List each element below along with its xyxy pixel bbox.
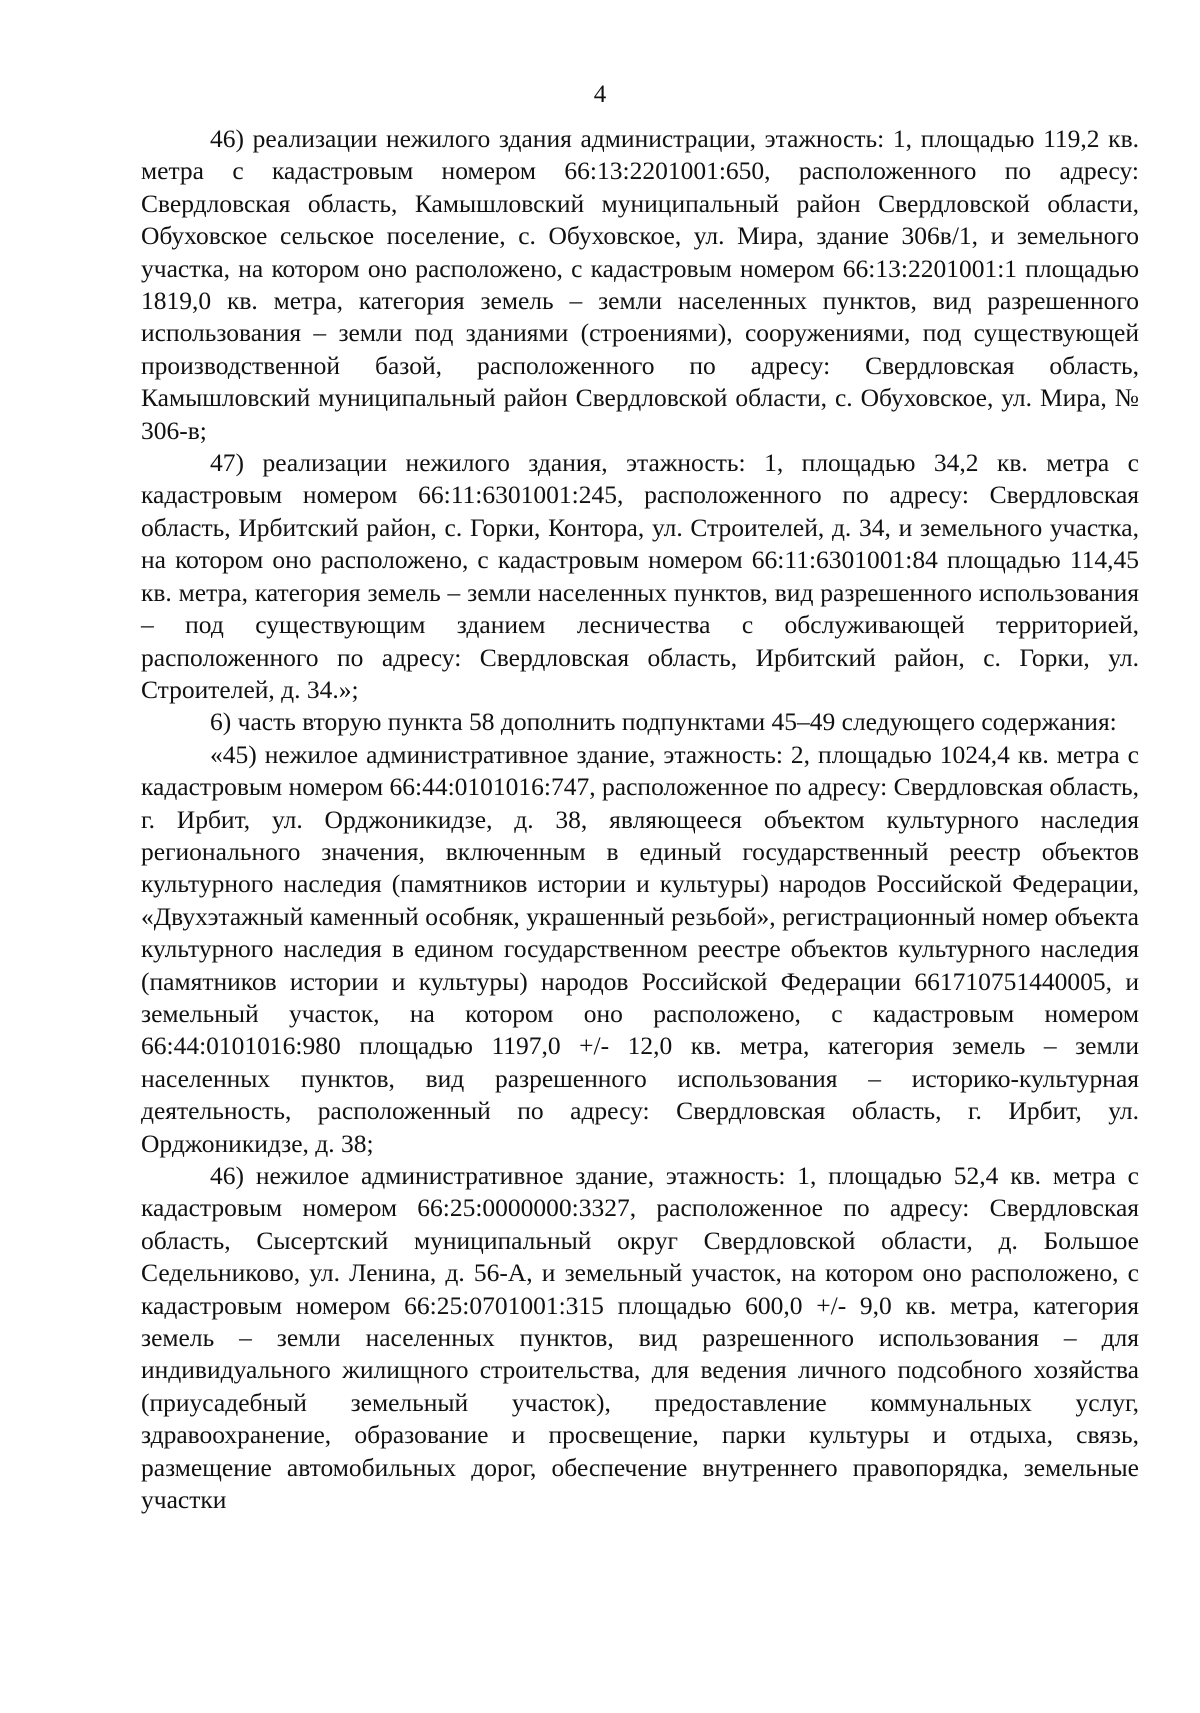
- document-body: [141, 123, 1139, 1516]
- paragraph-item-46-obukhovskoe: 46) реализации нежилого здания администрации, этажность: 1, площадью 119,2 кв. метра с кадастровым номером 66:13:2201001:650, расположенного по адресу: Свердловская область, Камышловский муниципальный район Свердловской области, Обуховское сельское поселение, с. Обуховское, ул. Мира, здание 306в/1, и земельного участка, на котором оно расположено, с кадастровым номером 66:13:2201001:1 площадью 1819,0 кв. метра, категория земель – земли населенных пунктов, вид разрешенного использования – земли под зданиями (строениями), сооружениями, под существующей производственной базой, расположенного по адресу: Свердловская область, Камышловский муниципальный район Свердловской области, с. Обуховское, ул. Мира, № 306-в;: [141, 124, 1139, 445]
- paragraph-item-47-gorki: 47) реализации нежилого здания, этажность: 1, площадью 34,2 кв. метра с кадастровым номером 66:11:6301001:245, расположенного по адресу: Свердловская область, Ирбитский район, с. Горки, Контора, ул. Строителей, д. 34, и земельного участка, на котором оно расположено, с кадастровым номером 66:11:6301001:84 площадью 114,45 кв. метра, категория земель – земли населенных пунктов, вид разрешенного использования – под существующим зданием лесничества с обслуживающей территорией, расположенного по адресу: Свердловская область, Ирбитский район, с. Горки, ул. Строителей, д. 34.»;: [141, 448, 1139, 704]
- paragraph-item-46-bolshoe-sedelnikovo: 46) нежилое административное здание, этажность: 1, площадью 52,4 кв. метра с кадастровым номером 66:25:0000000:3327, расположенное по адресу: Свердловская область, Сысертский муниципальный округ Свердловской области, д. Большое Седельниково, ул. Ленина, д. 56-А, и земельный участок, на котором оно расположено, с кадастровым номером 66:25:0701001:315 площадью 600,0 +/- 9,0 кв. метра, категория земель – земли населенных пунктов, вид разрешенного использования – для индивидуального жилищного строительства, для ведения личного подсобного хозяйства (приусадебный земельный участок), предоставление коммунальных услуг, здравоохранение, образование и просвещение, парки культуры и отдыха, связь, размещение автомобильных дорог, обеспечение внутреннего правопорядка, земельные участки: [141, 1161, 1139, 1515]
- paragraph-item-45-irbit: «45) нежилое административное здание, этажность: 2, площадью 1024,4 кв. метра с кадастровым номером 66:44:0101016:747, расположенное по адресу: Свердловская область, г. Ирбит, ул. Орджоникидзе, д. 38, являющееся объектом культурного наследия регионального значения, включенным в единый государственный реестр объектов культурного наследия (памятников истории и культуры) народов Российской Федерации, «Двухэтажный каменный особняк, украшенный резьбой», регистрационный номер объекта культурного наследия в едином государственном реестре объектов культурного наследия (памятников истории и культуры) народов Российской Федерации 661710751440005, и земельный участок, на котором оно расположено, с кадастровым номером 66:44:0101016:980 площадью 1197,0 +/- 12,0 кв. метра, категория земель – земли населенных пунктов, вид разрешенного использования – историко-культурная деятельность, расположенный по адресу: Свердловская область, г. Ирбит, ул. Орджоникидзе, д. 38;: [141, 739, 1139, 1158]
- page-number: 4: [593, 81, 607, 108]
- paragraph-amendment-6: 6) часть вторую пункта 58 дополнить подпунктами 45–49 следующего содержания:: [210, 707, 1117, 737]
